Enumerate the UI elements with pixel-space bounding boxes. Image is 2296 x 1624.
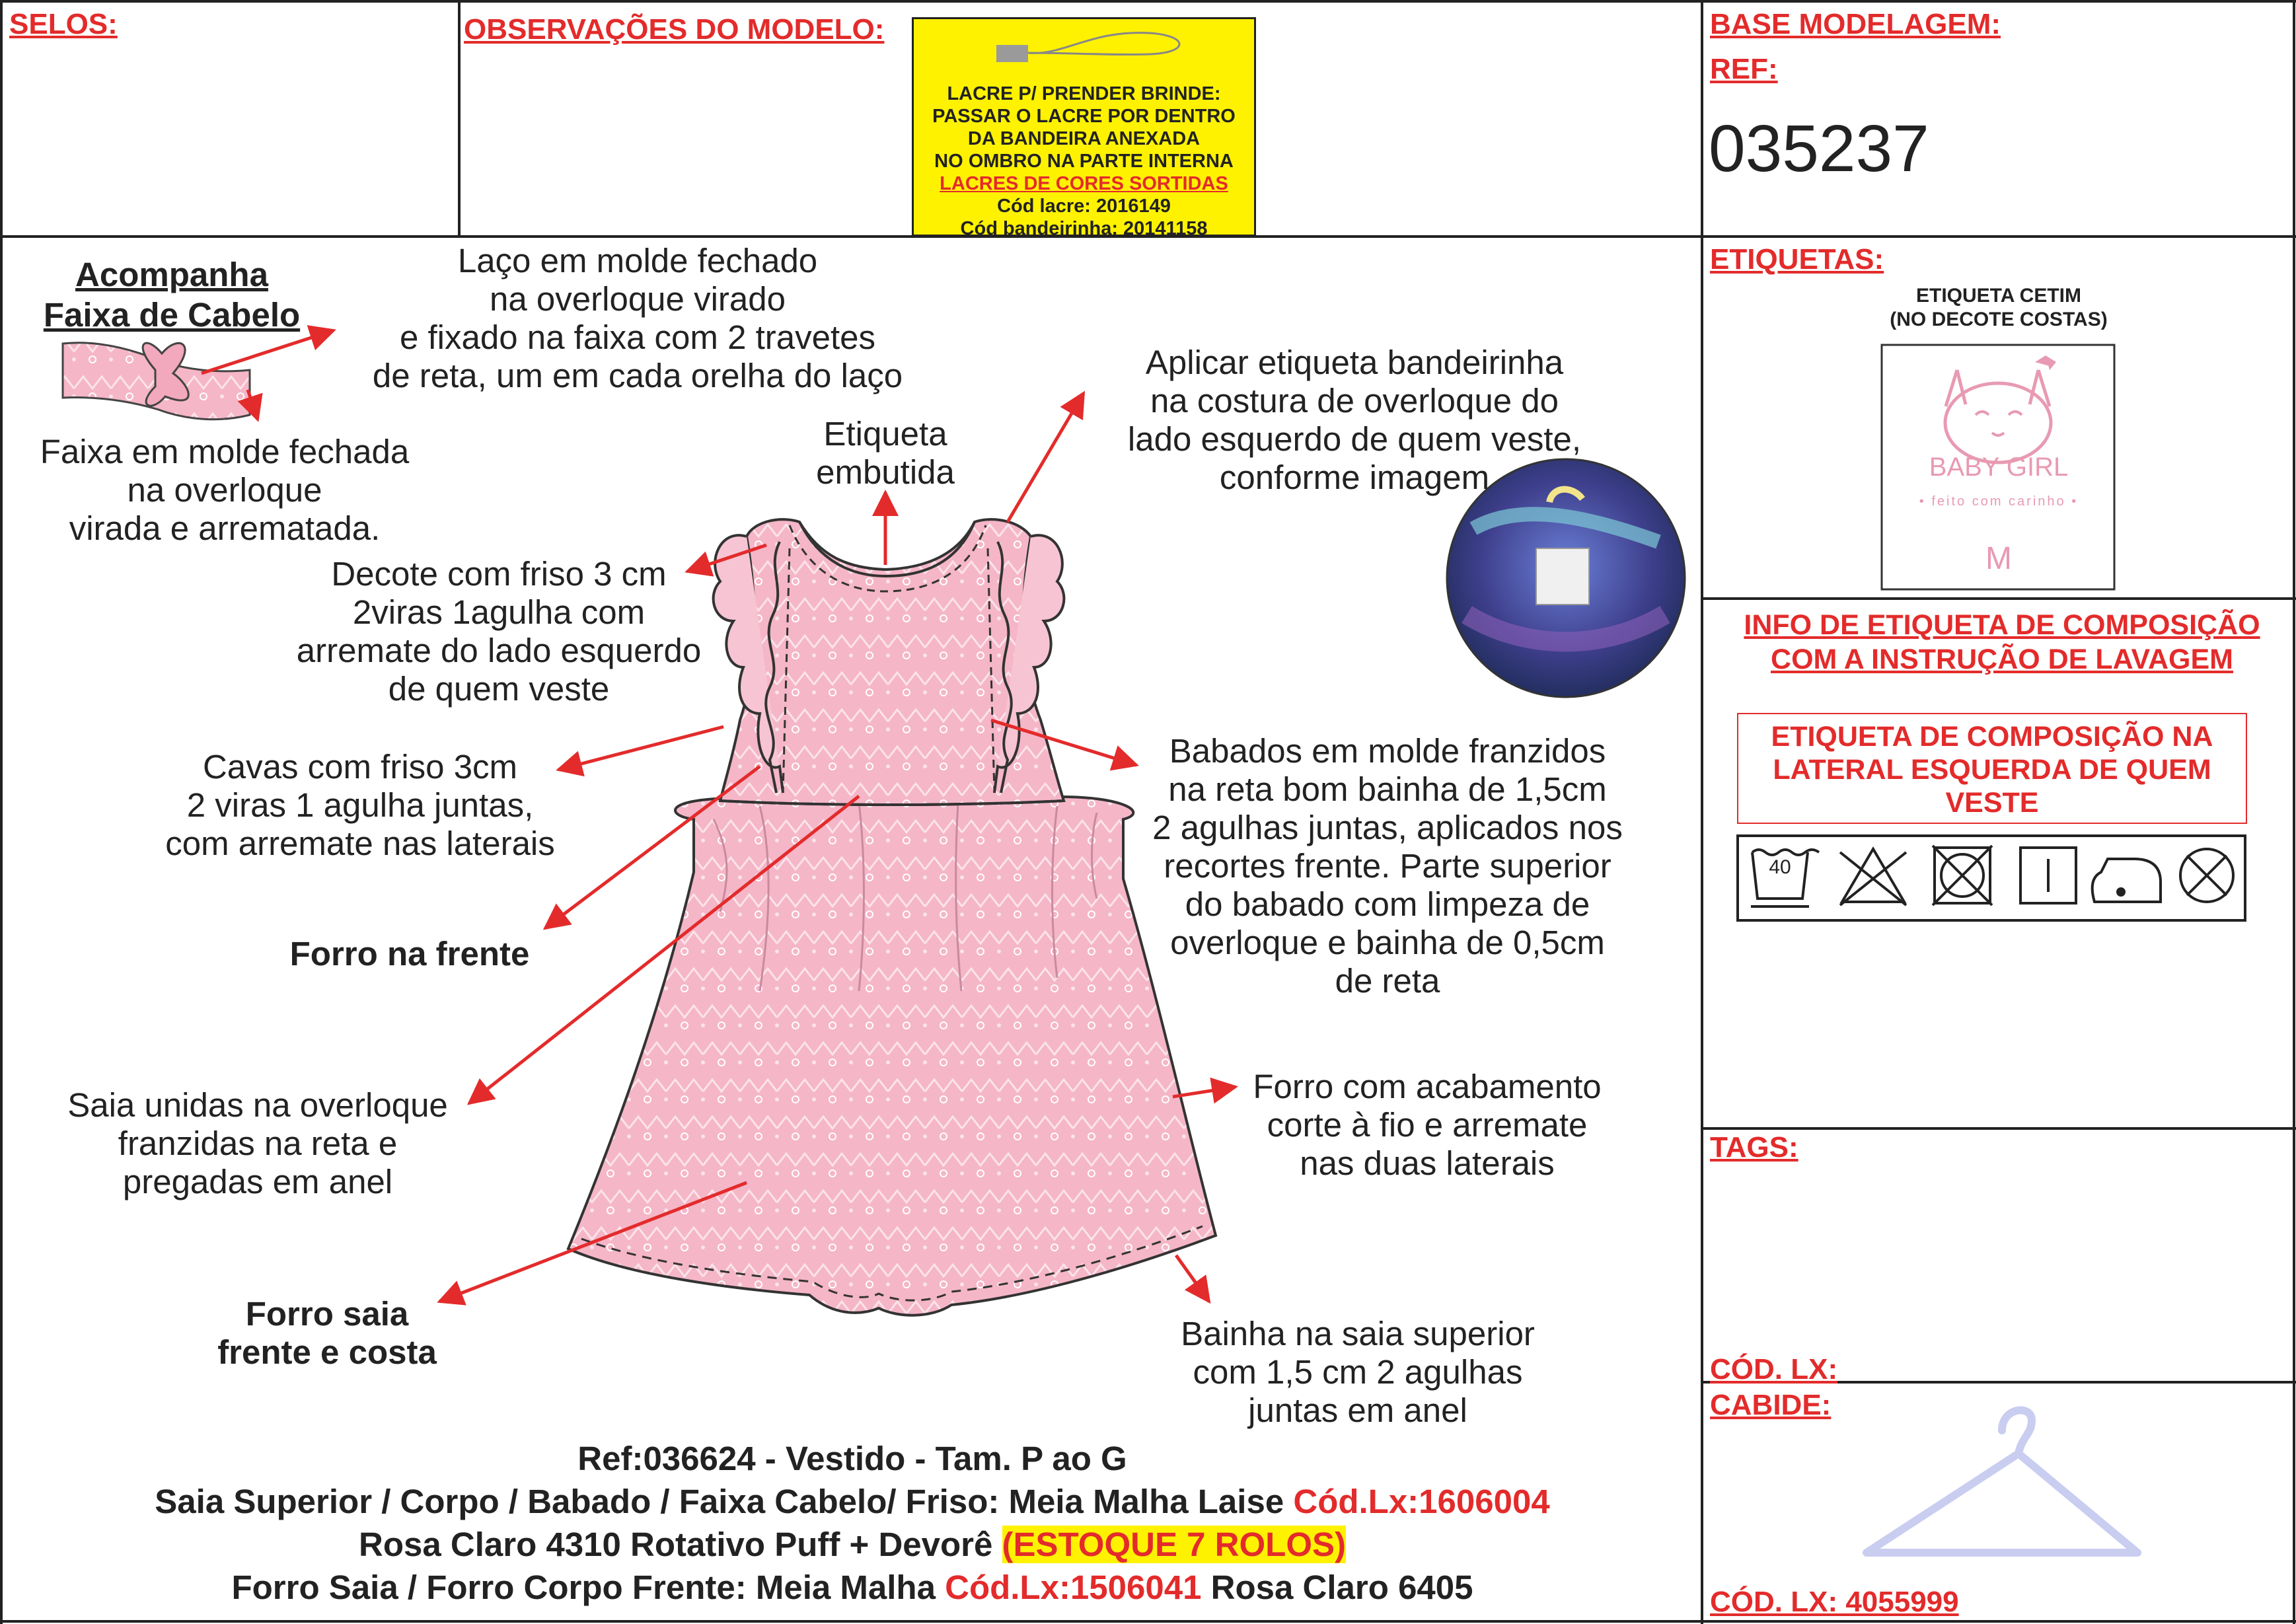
lacre-line-7: Cód bandeirinha: 20141158	[960, 218, 1208, 239]
forro-acab-text	[1229, 1068, 1625, 1183]
forroacab-line-2: corte à fio e arremate	[1267, 1106, 1588, 1144]
aplicar-line-3: lado esquerdo de quem veste,	[1127, 420, 1582, 458]
lacre-line-2: PASSAR O LACRE POR DENTRO	[932, 106, 1236, 127]
comp-line-3: VESTE	[1945, 787, 2039, 819]
no-decote-line: (NO DECOTE COSTAS)	[1890, 309, 2108, 330]
footer-line-4-end: Rosa Claro 6405	[1201, 1569, 1473, 1606]
comp-line-1: ETIQUETA DE COMPOSIÇÃO NA	[1771, 721, 2213, 753]
footer-line-3	[13, 1523, 1691, 1566]
decote-line-3: arremate do lado esquerdo	[296, 632, 702, 669]
lacre-line-6: Cód lacre: 2016149	[997, 196, 1171, 217]
footer-spec	[13, 1437, 1691, 1609]
faixa-line-1: Faixa em molde fechada	[40, 433, 410, 470]
aplicar-line-1: Aplicar etiqueta bandeirinha	[1145, 344, 1564, 381]
comp-line-2: LATERAL ESQUERDA DE QUEM	[1773, 754, 2211, 786]
bainha-line-1: Bainha na saia superior	[1181, 1315, 1535, 1352]
bainha-line-3: juntas em anel	[1248, 1391, 1467, 1429]
etiqueta-cetim-title	[1837, 284, 2161, 332]
babados-line-3: 2 agulhas juntas, aplicados nos	[1152, 809, 1623, 846]
babados-line-6: overloque e bainha de 0,5cm	[1170, 924, 1605, 961]
cavas-line-1: Cavas com friso 3cm	[202, 748, 518, 786]
info-line-2: COM A INSTRUÇÃO DE LAVAGEM	[1771, 644, 2233, 675]
decote-line-1: Decote com friso 3 cm	[331, 555, 667, 593]
acompanha-text	[26, 254, 317, 335]
forrosaia-line-2: frente e costa	[217, 1333, 437, 1371]
selos-label: SELOS:	[9, 8, 118, 40]
bainha-line-2: com 1,5 cm 2 agulhas	[1193, 1353, 1523, 1391]
cod-lx-tags-label: CÓD. LX:	[1710, 1353, 1838, 1385]
lacre-line-5: LACRES DE CORES SORTIDAS	[940, 173, 1228, 194]
composicao-text	[1741, 720, 2243, 819]
etiquetas-label: ETIQUETAS:	[1710, 243, 1884, 276]
babados-line-7: de reta	[1335, 962, 1440, 1000]
saia-text	[33, 1086, 482, 1201]
etiqueta-line-2: embutida	[816, 453, 955, 491]
footer-cod-lx-1: Cód.Lx:1606004	[1293, 1483, 1550, 1520]
label-size: M	[1985, 541, 2012, 576]
label-tagline: • feito com carinho •	[1919, 494, 2079, 509]
babados-line-2: na reta bom bainha de 1,5cm	[1168, 770, 1607, 808]
etiqueta-line-1: Etiqueta	[823, 415, 947, 453]
footer-line-2	[13, 1480, 1691, 1523]
cavas-line-3: com arremate nas laterais	[165, 825, 555, 862]
forro-frente-text: Forro na frente	[289, 935, 530, 973]
lacre-line-1: LACRE P/ PRENDER BRINDE:	[947, 83, 1221, 104]
ref-label: REF:	[1710, 53, 1778, 85]
laco-line-3: e fixado na faixa com 2 travetes	[399, 318, 876, 356]
aplicar-text	[1090, 344, 1619, 497]
footer-cod-lx-2: Cód.Lx:1506041	[945, 1569, 1202, 1606]
info-line-1: INFO DE ETIQUETA DE COMPOSIÇÃO	[1744, 609, 2260, 641]
footer-estoque: (ESTOQUE 7 ROLOS)	[1002, 1526, 1347, 1563]
laco-line-1: Laço em molde fechado	[457, 242, 818, 279]
etiqueta-cetim-line: ETIQUETA CETIM	[1916, 285, 2081, 307]
footer-line-2-text: Saia Superior / Corpo / Babado / Faixa Cabelo/ Friso: Meia Malha Laise	[155, 1483, 1294, 1520]
label-brand: BABY GIRL	[1929, 453, 2069, 482]
cod-lx-cabide: CÓD. LX: 4055999	[1710, 1586, 1959, 1618]
ref-value: 035237	[1709, 112, 1929, 186]
aplicar-line-2: na costura de overloque do	[1150, 382, 1559, 420]
cabide-label: CABIDE:	[1710, 1389, 1832, 1421]
headband-illustration	[63, 343, 250, 420]
decote-line-2: 2viras 1agulha com	[352, 593, 646, 631]
tags-label: TAGS:	[1710, 1131, 1798, 1163]
hanger-icon	[1867, 1410, 2137, 1553]
forrosaia-line-1: Forro saia	[245, 1295, 409, 1333]
acompanha-line-1: Acompanha	[75, 256, 268, 293]
babados-text	[1130, 732, 1645, 1000]
footer-line-3-text: Rosa Claro 4310 Rotativo Puff + Devorê	[358, 1526, 1002, 1563]
lacre-line-3: DA BANDEIRA ANEXADA	[967, 128, 1201, 149]
aplicar-line-4: conforme imagem	[1219, 459, 1490, 496]
decote-text	[264, 555, 733, 708]
saia-line-2: franzidas na reta e	[118, 1125, 398, 1162]
babados-line-1: Babados em molde franzidos	[1169, 732, 1606, 770]
laco-line-4: de reta, um em cada orelha do laço	[372, 357, 903, 394]
bainha-text	[1146, 1315, 1569, 1430]
laco-line-2: na overloque virado	[490, 280, 786, 318]
forro-saia-text	[165, 1295, 489, 1372]
saia-line-3: pregadas em anel	[122, 1163, 393, 1200]
faixa-line-3: virada e arrematada.	[69, 509, 381, 547]
forroacab-line-3: nas duas laterais	[1300, 1144, 1555, 1182]
babados-line-5: do babado com limpeza de	[1185, 885, 1590, 923]
cavas-text	[132, 748, 588, 863]
faixa-line-2: na overloque	[127, 471, 322, 509]
decote-line-4: de quem veste	[388, 670, 610, 708]
footer-line-1: Ref:036624 - Vestido - Tam. P ao G	[577, 1440, 1127, 1477]
cavas-line-2: 2 viras 1 agulha juntas,	[186, 786, 534, 824]
laco-text	[307, 242, 968, 395]
acompanha-line-2: Faixa de Cabelo	[43, 296, 301, 334]
info-composicao-title	[1711, 608, 2293, 677]
etiqueta-embutida-text	[753, 415, 1018, 492]
forroacab-line-1: Forro com acabamento	[1253, 1068, 1602, 1105]
footer-line-4-text: Forro Saia / Forro Corpo Frente: Meia Malha	[231, 1569, 945, 1606]
faixa-text	[7, 433, 443, 548]
wash-temp: 40	[1769, 856, 1791, 878]
lacre-line-4: NO OMBRO NA PARTE INTERNA	[934, 151, 1234, 172]
wash-care-symbols	[1738, 836, 2245, 920]
observacoes-label: OBSERVAÇÕES DO MODELO:	[464, 13, 885, 46]
base-modelagem-label: BASE MODELAGEM:	[1710, 8, 2001, 40]
footer-line-4	[13, 1566, 1691, 1609]
saia-line-1: Saia unidas na overloque	[67, 1086, 448, 1124]
babados-line-4: recortes frente. Parte superior	[1164, 847, 1611, 885]
